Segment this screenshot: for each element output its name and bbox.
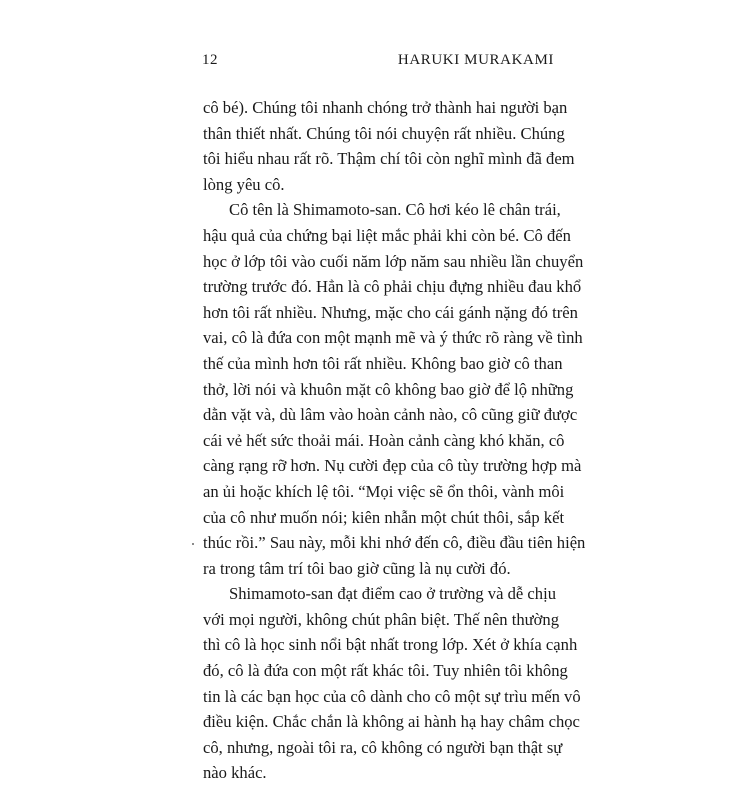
text-line: điều kiện. Chắc chắn là không ai hành hạ hay châm chọc <box>203 712 580 732</box>
text-line: Cô tên là Shimamoto-san. Cô hơi kéo lê chân trái, <box>229 200 561 220</box>
text-line: thân thiết nhất. Chúng tôi nói chuyện rất nhiều. Chúng <box>203 123 565 143</box>
text-line: Shimamoto-san đạt điểm cao ở trường và dễ chịu <box>229 584 556 604</box>
page-number: 12 <box>202 52 218 68</box>
text-line: lòng yêu cô. <box>203 174 285 194</box>
running-header <box>202 52 554 72</box>
text-line: với mọi người, không chút phân biệt. Thế nên thường <box>203 609 560 629</box>
text-line: càng rạng rỡ hơn. Nụ cười đẹp của cô tùy trường hợp mà <box>203 456 582 476</box>
text-line: thúc rồi.” Sau này, mỗi khi nhớ đến cô, điều đầu tiên hiện <box>203 533 586 553</box>
author-name: HARUKI MURAKAMI <box>397 52 554 68</box>
text-line: đó, cô là đứa con một rất khác tôi. Tuy nhiên tôi không <box>203 661 568 681</box>
text-line: thì cô là học sinh nổi bật nhất trong lớp. Xét ở khía cạnh <box>203 635 578 655</box>
text-line: ra trong tâm trí tôi bao giờ cũng là nụ cười đó. <box>203 558 511 578</box>
text-line: tôi hiểu nhau rất rõ. Thậm chí tôi còn nghĩ mình đã đem <box>203 149 575 169</box>
text-line: an ủi hoặc khích lệ tôi. “Mọi việc sẽ ổn thôi, vành môi <box>203 481 565 501</box>
print-speck <box>192 543 194 545</box>
text-line: vai, cô là đứa con một mạnh mẽ và ý thức rõ ràng về tình <box>203 328 583 348</box>
paragraph <box>203 581 581 786</box>
text-line: thế của mình hơn tôi rất nhiều. Không bao giờ cô than <box>203 353 563 373</box>
text-line: dằn vặt và, dù lâm vào hoàn cảnh nào, cô cũng giữ được <box>203 405 578 425</box>
text-line: thở, lời nói và khuôn mặt cô không bao giờ để lộ những <box>203 379 574 399</box>
text-line: nào khác. <box>203 763 267 783</box>
text-line: hơn tôi rất nhiều. Nhưng, mặc cho cái gánh nặng đó trên <box>203 302 578 322</box>
paragraph <box>203 197 586 581</box>
text-line: của cô như muốn nói; kiên nhẫn một chút thôi, sắp kết <box>203 507 565 527</box>
text-line: hậu quả của chứng bại liệt mắc phải khi còn bé. Cô đến <box>203 225 571 245</box>
text-line: cô bé). Chúng tôi nhanh chóng trở thành hai người bạn <box>203 98 568 117</box>
text-line: học ở lớp tôi vào cuối năm lớp năm sau nhiều lần chuyển <box>203 251 584 271</box>
body-text <box>203 95 586 786</box>
paragraph <box>203 95 575 197</box>
text-line: trường trước đó. Hẳn là cô phải chịu đựng nhiều đau khổ <box>203 277 582 297</box>
text-line: cái vẻ hết sức thoải mái. Hoàn cảnh càng khó khăn, cô <box>203 430 565 450</box>
text-line: tin là các bạn học của cô dành cho cô một sự trìu mến vô <box>203 686 581 706</box>
text-line: cô, nhưng, ngoài tôi ra, cô không có người bạn thật sự <box>203 737 563 757</box>
